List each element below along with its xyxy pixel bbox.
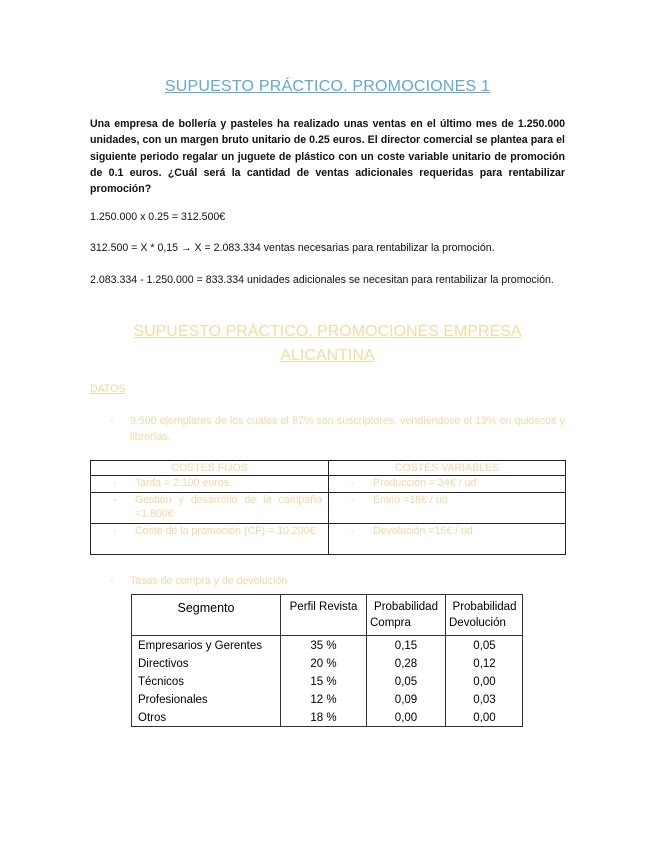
variable-cost-item: - Devolución =15€ / ud: [351, 525, 473, 537]
profile-value: 35 %: [310, 640, 337, 652]
profile-header: Perfil Revista: [289, 601, 358, 613]
fixed-cost-cell: [91, 476, 329, 493]
profile-value: 18 %: [310, 712, 337, 724]
variable-cost-cell: [329, 493, 566, 524]
calculation-3: 2.083.334 - 1.250.000 = 833.334 unidades adicionales se necesitan para rentabilizar la promoción.: [90, 274, 554, 286]
fixed-costs-header: COSTES FIJOS: [91, 461, 329, 476]
intro-bullet: [110, 413, 565, 445]
return-probability-header: Probabilidad Devolución: [449, 601, 517, 629]
table-divider: [132, 635, 522, 636]
buy-probability-value: 0,09: [394, 694, 418, 706]
variable-costs-header: COSTES VARIABLES: [329, 461, 566, 476]
problem-statement: Una empresa de bollería y pasteles ha realizado unas ventas en el último mes de 1.250.000 unidades, con un margen bruto unitario de 0.25 euros. El director comercial se plantea para el siguiente periodo regalar un juguete de plástico con un coste variable unitario de promoción de 0.1 euros. ¿Cuál será la cantidad de ventas adicionales requeridas para rentabilizar promoción?: [90, 118, 565, 196]
variable-cost-item: - Envío =18€ / ud: [351, 494, 448, 506]
buy-probability-value: 0,00: [394, 712, 418, 724]
segment-name: Otros: [138, 712, 167, 724]
section2-title-line2: ALICANTINA: [280, 347, 375, 364]
variable-cost-item: - Producción = 34€ / ud: [351, 477, 477, 489]
fixed-cost-cell: [91, 524, 329, 555]
intro-bullet-text: 9.500 ejemplares de los cuales el 87% son suscriptores, vendiéndose el 13% en quioscos y librerías.: [130, 415, 565, 443]
return-probability-value: 0,05: [473, 640, 496, 652]
datos-heading: DATOS: [90, 383, 126, 395]
segment-header: Segmento: [177, 601, 235, 615]
buy-probability-value: 0,05: [394, 676, 418, 688]
section1-title: SUPUESTO PRÁCTICO. PROMOCIONES 1: [164, 78, 491, 95]
profile-value: 15 %: [310, 676, 337, 688]
return-probability-value: 0,12: [473, 658, 496, 670]
segment-table: [131, 594, 523, 727]
bullet-dash: -: [110, 575, 114, 587]
segment-name: Directivos: [138, 658, 189, 670]
fixed-cost-item: - Tarifa = 2.100 euros.: [113, 477, 232, 489]
calculation-2: 312.500 = X * 0,15 → X = 2.083.334 ventas necesarias para rentabilizar la promoción.: [90, 242, 495, 254]
buy-probability-header: Probabilidad Compra: [370, 601, 438, 629]
section2-title-line1: SUPUESTO PRÁCTICO. PROMOCIONES EMPRESA: [133, 323, 522, 340]
return-probability-value: 0,00: [473, 712, 496, 724]
rates-bullet-text: Tasas de compra y de devolución: [130, 575, 288, 587]
buy-probability-value: 0,15: [394, 640, 418, 652]
fixed-cost-cell: [91, 493, 329, 524]
segment-name: Profesionales: [138, 694, 208, 706]
return-probability-value: 0,03: [473, 694, 496, 706]
segment-name: Empresarios y Gerentes: [138, 640, 262, 652]
segment-name: Técnicos: [138, 676, 185, 688]
variable-cost-cell: [329, 524, 566, 555]
rates-bullet: [110, 573, 565, 589]
return-probability-value: 0,00: [473, 676, 496, 688]
buy-probability-value: 0,28: [394, 658, 418, 670]
costs-table: [90, 460, 566, 555]
bullet-dash: -: [110, 415, 114, 427]
profile-value: 12 %: [310, 694, 337, 706]
calculation-1: 1.250.000 x 0.25 = 312.500€: [90, 211, 226, 223]
fixed-cost-item: - Coste de la promoción (CF) = 10.200€: [113, 525, 316, 537]
section2-title: [90, 320, 565, 368]
variable-cost-cell: [329, 476, 566, 493]
fixed-cost-item: - Gestión y desarrollo de la campaña =1.800€: [113, 494, 322, 520]
profile-value: 20 %: [310, 658, 337, 670]
